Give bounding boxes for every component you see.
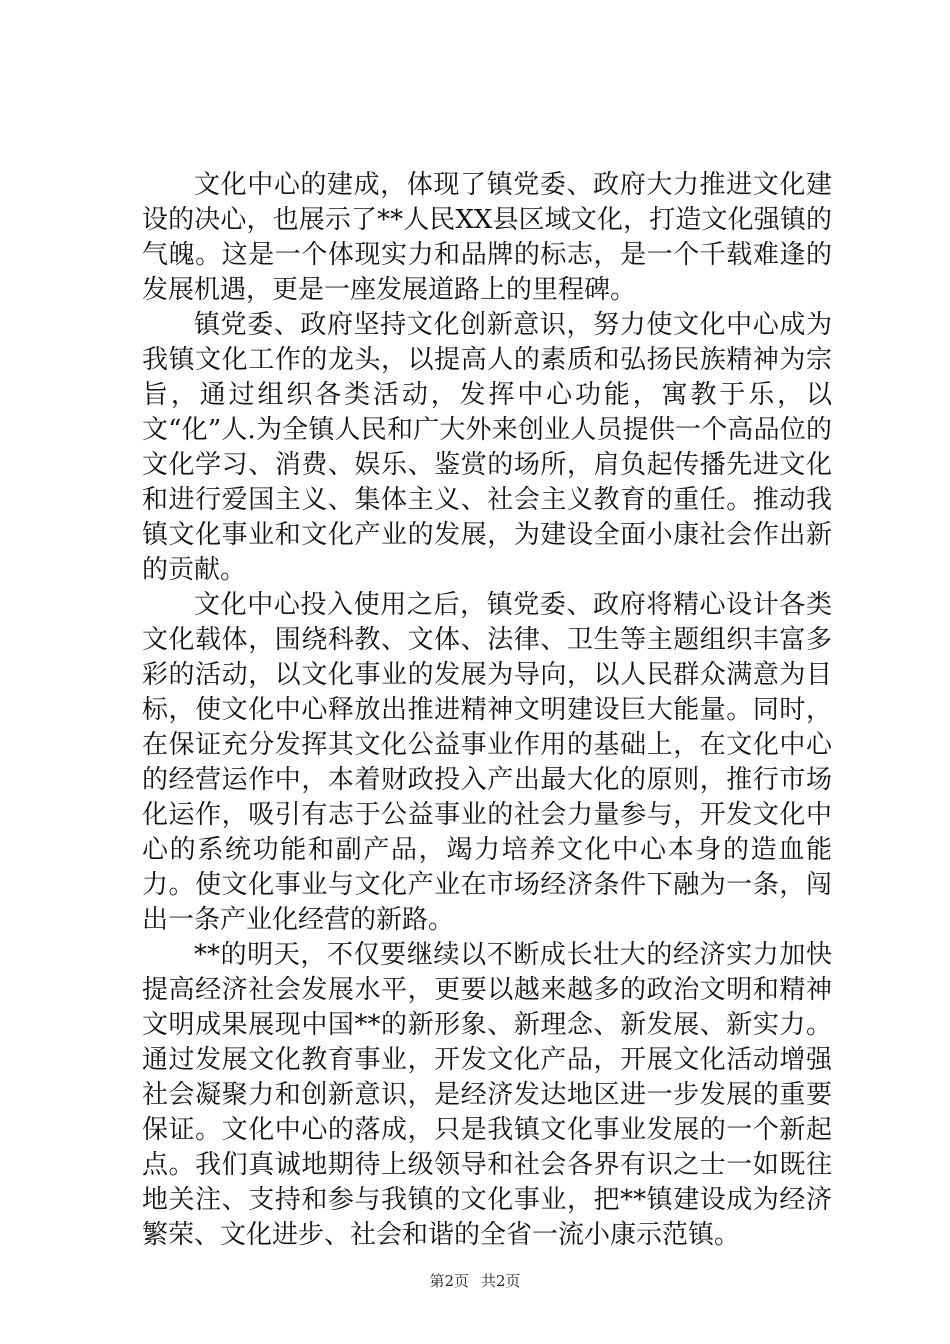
page-footer bbox=[0, 1271, 950, 1291]
document-body bbox=[142, 168, 832, 1253]
paragraph-1: 文化中心的建成，体现了镇党委、政府大力推进文化建设的决心，也展示了**人民XX县区域文化，打造文化强镇的气魄。这是一个体现实力和品牌的标志，是一个千载难逢的发展机遇，更是一座发展道路上的里程碑。 bbox=[142, 170, 832, 305]
page-number-current: 第2页 bbox=[429, 1272, 469, 1290]
paragraph-3: 文化中心投入使用之后，镇党委、政府将精心设计各类文化载体，围绕科教、文体、法律、卫生等主题组织丰富多彩的活动，以文化事业的发展为导向，以人民群众满意为目标，使文化中心释放出推进精神文明建设巨大能量。同时，在保证充分发挥其文化公益事业作用的基础上，在文化中心的经营运作中，本着财政投入产出最大化的原则，推行市场化运作，吸引有志于公益事业的社会力量参与，开发文化中心的系统功能和副产品，竭力培养文化中心本身的造血能力。使文化事业与文化产业在市场经济条件下融为一条，闯出一条产业化经营的新路。 bbox=[142, 590, 832, 935]
page-number-total: 共2页 bbox=[481, 1272, 521, 1290]
paragraph-4: **的明天，不仅要继续以不断成长壮大的经济实力加快提高经济社会发展水平，更要以越来越多的政治文明和精神文明成果展现中国**的新形象、新理念、新发展、新实力。通过发展文化教育事业，开发文化产品，开展文化活动增强社会凝聚力和创新意识，是经济发达地区进一步发展的重要保证。文化中心的落成，只是我镇文化事业发展的一个新起点。我们真诚地期待上级领导和社会各界有识之士一如既往地关注、支持和参与我镇的文化事业，把**镇建设成为经济繁荣、文化进步、社会和谐的全省一流小康示范镇。 bbox=[142, 940, 832, 1250]
paragraph-2: 镇党委、政府坚持文化创新意识，努力使文化中心成为我镇文化工作的龙头，以提高人的素质和弘扬民族精神为宗旨，通过组织各类活动，发挥中心功能，寓教于乐，以文“化”人.为全镇人民和广大外来创业人员提供一个高品位的文化学习、消费、娱乐、鉴赏的场所，肩负起传播先进文化和进行爱国主义、集体主义、社会主义教育的重任。推动我镇文化事业和文化产业的发展，为建设全面小康社会作出新的贡献。 bbox=[142, 310, 832, 585]
